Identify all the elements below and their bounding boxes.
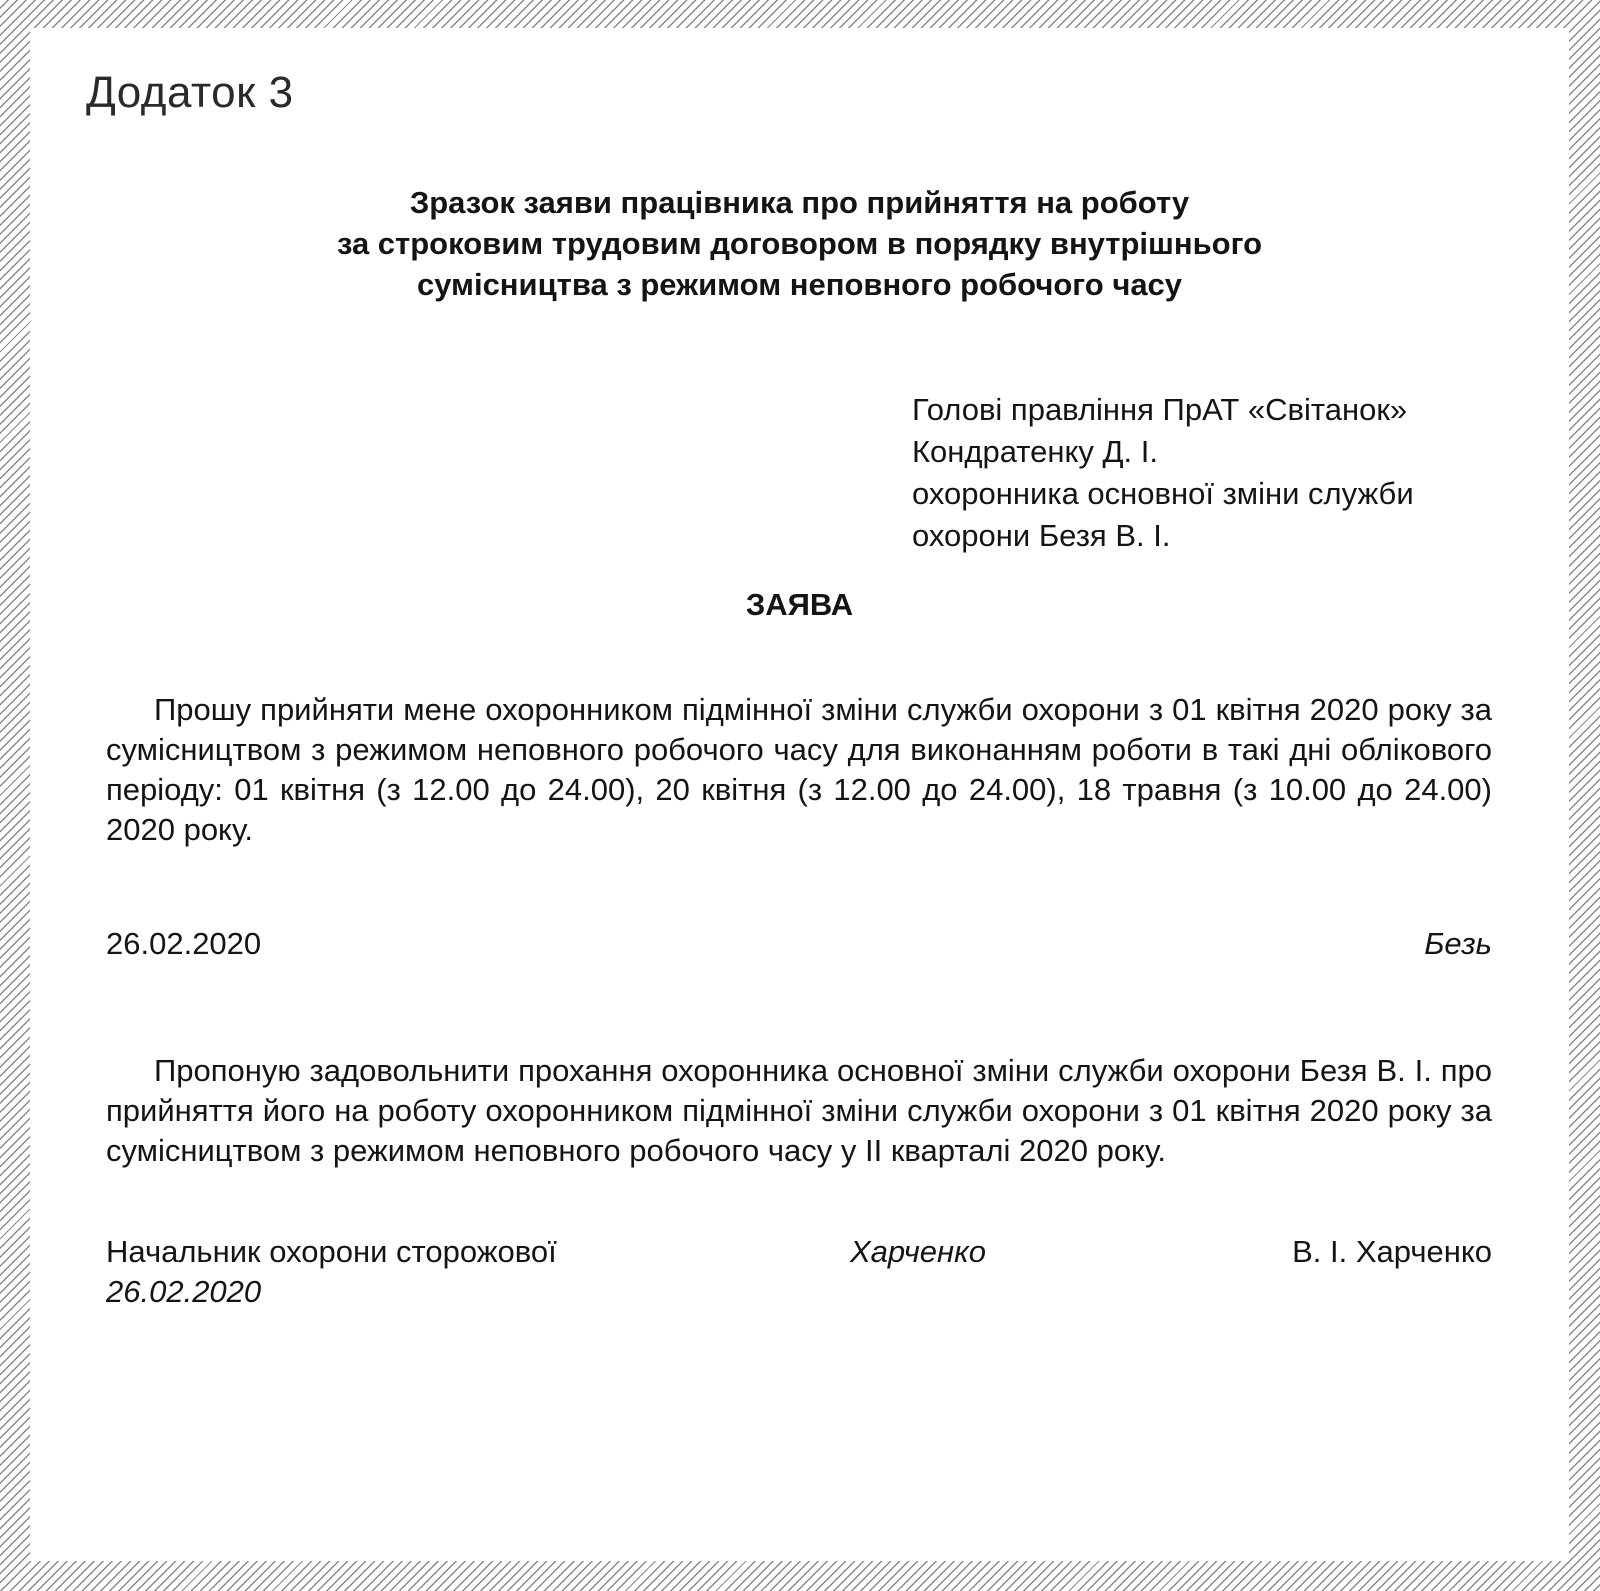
approver-date: 26.02.2020 (106, 1274, 262, 1309)
title-line: Зразок заяви працівника про прийняття на роботу (409, 185, 1190, 220)
application-date: 26.02.2020 (106, 926, 262, 961)
approver-signature: Харченко (850, 1234, 986, 1269)
approver-name: В. І. Харченко (1292, 1234, 1492, 1269)
title-line: за строковим трудовим договором в порядку внутрішнього (336, 226, 1263, 261)
approver-position: Начальник охорони сторожової (106, 1234, 557, 1269)
document-page (30, 28, 1569, 1561)
title-line: сумісництва з режимом неповного робочого часу (416, 267, 1183, 302)
statement-heading: ЗАЯВА (745, 587, 854, 622)
applicant-signature: Безь (1424, 926, 1492, 961)
addressee-line: Кондратенку Д. І. (912, 434, 1158, 469)
appendix-label: Додаток 3 (86, 68, 294, 117)
addressee-line: охорони Безя В. І. (912, 518, 1171, 553)
application-paragraph: Прошу прийняти мене охоронником підмінної зміни служби охорони з 01 квітня 2020 року за сумісництвом з режимом неповного робочого часу для виконанням роботи в такі дні облікового періоду: 01 квітня (з 12.00 до 24.00), 20 квітня (з 12.00 до 24.00), 18 травня (з 10.00 до 24.00) 2020 року. (106, 692, 1492, 847)
addressee-block (912, 389, 1414, 557)
approver-sign-row (106, 1234, 1492, 1274)
addressee-line: охоронника основної зміни служби (912, 476, 1414, 511)
resolution-paragraph: Пропоную задовольнити прохання охоронника основної зміни служби охорони Безя В. І. про прийняття його на роботу охоронником підмінної зміни служби охорони з 01 квітня 2020 року за сумісництвом з режимом неповного робочого часу у ІІ кварталі 2020 року. (106, 1053, 1492, 1168)
applicant-sign-row (106, 926, 1492, 962)
addressee-line: Голові правління ПрАТ «Світанок» (912, 392, 1408, 427)
document-title (30, 182, 1569, 305)
